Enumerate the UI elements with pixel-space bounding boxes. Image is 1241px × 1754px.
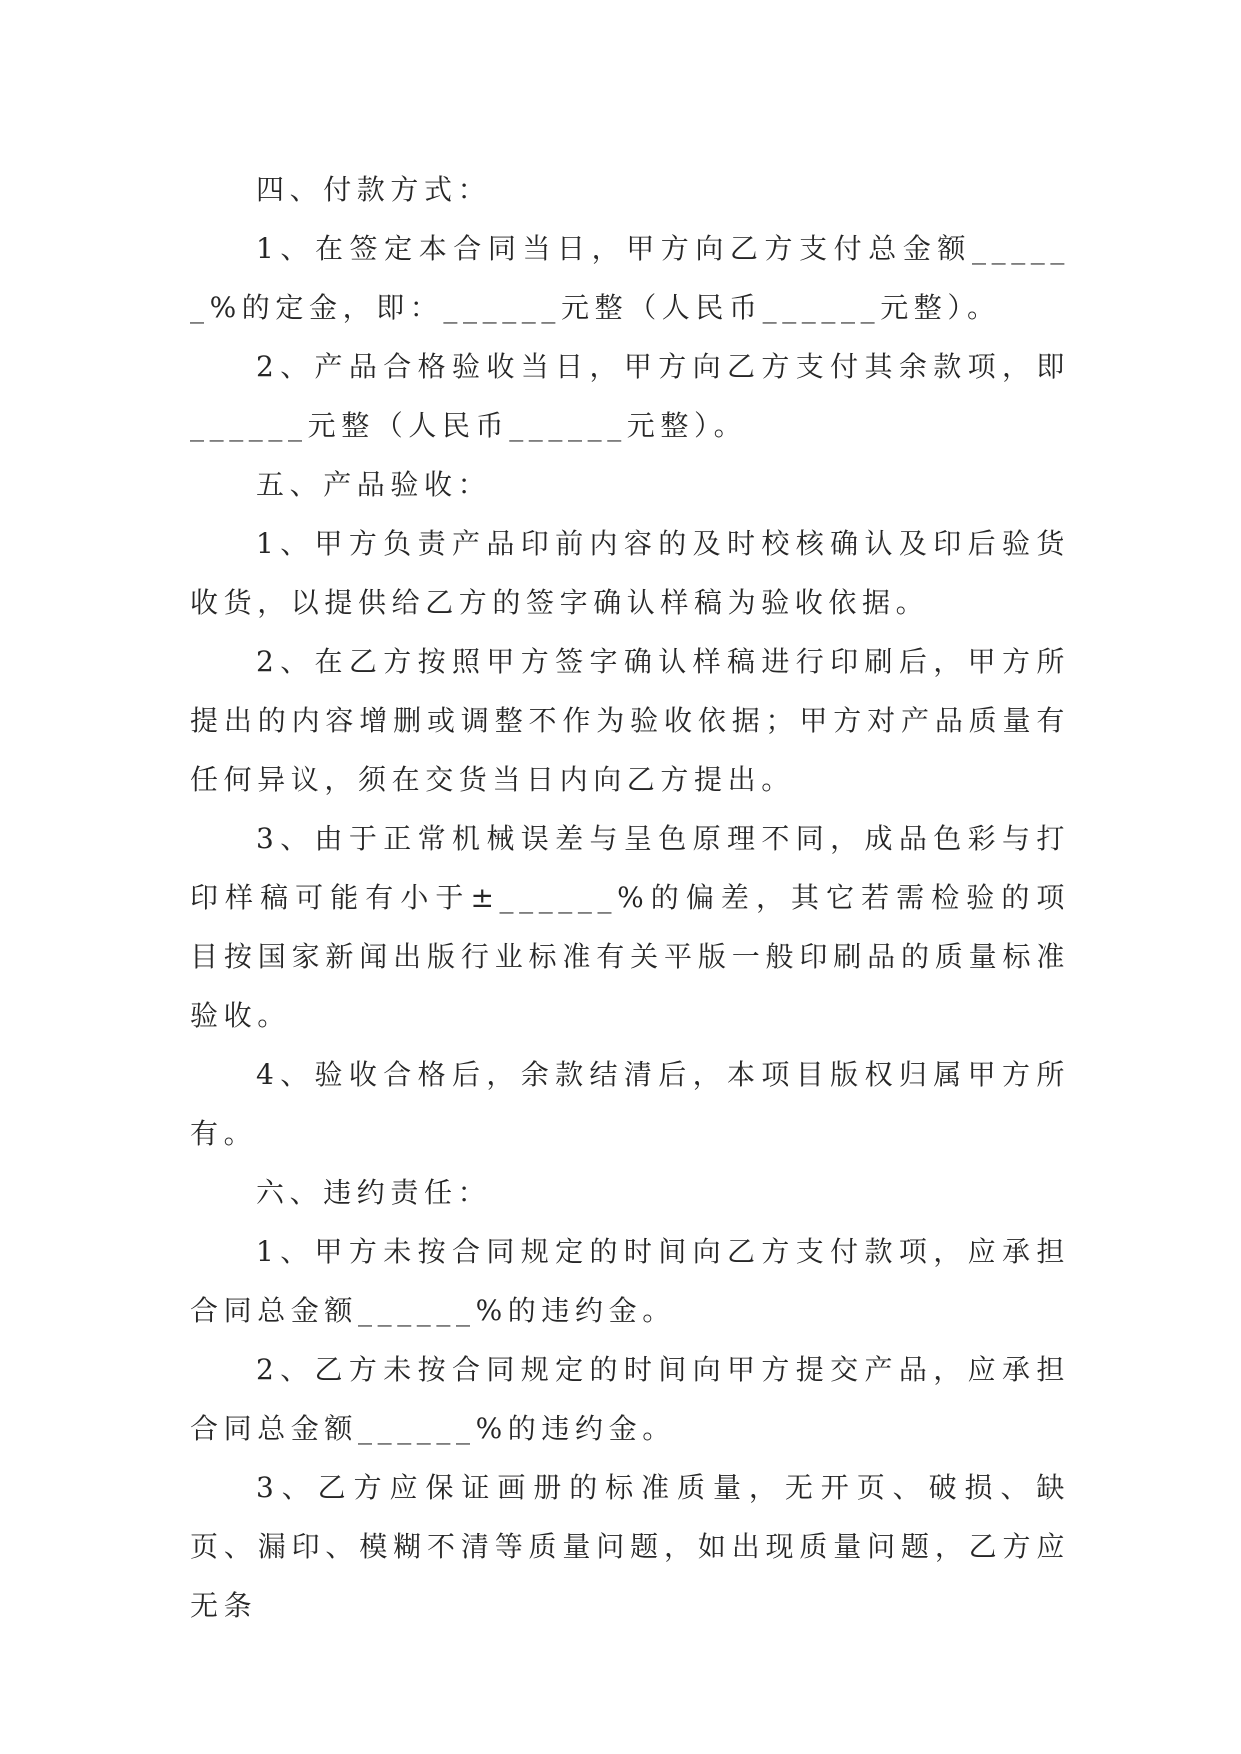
clause-paragraph: 1、甲方未按合同规定的时间向乙方支付款项，应承担合同总金额______%的违约金。 [190, 1235, 1070, 1327]
section-heading: 四、付款方式： [256, 173, 492, 206]
clause-paragraph: 2、产品合格验收当日，甲方向乙方支付其余款项，即______元整（人民币______元整）。 [190, 350, 1070, 442]
clause-paragraph: 2、乙方未按合同规定的时间向甲方提交产品，应承担合同总金额______%的违约金。 [190, 1353, 1070, 1445]
clause-paragraph: 1、在签定本合同当日，甲方向乙方支付总金额______%的定金，即：______元整（人民币______元整）。 [190, 232, 1070, 324]
section-liability [190, 1163, 1070, 1635]
section-payment [190, 160, 1070, 455]
clause-paragraph: 3、乙方应保证画册的标准质量，无开页、破损、缺页、漏印、模糊不清等质量问题，如出现质量问题，乙方应无条 [190, 1471, 1070, 1622]
document-body [190, 160, 1070, 1635]
clause-paragraph: 2、在乙方按照甲方签字确认样稿进行印刷后，甲方所提出的内容增删或调整不作为验收依据；甲方对产品质量有任何异议，须在交货当日内向乙方提出。 [190, 645, 1070, 796]
clause-paragraph: 1、甲方负责产品印前内容的及时校核确认及印后验货收货，以提供给乙方的签字确认样稿为验收依据。 [190, 527, 1070, 619]
clause-paragraph: 3、由于正常机械误差与呈色原理不同，成品色彩与打印样稿可能有小于±______%的偏差，其它若需检验的项目按国家新闻出版行业标准有关平版一般印刷品的质量标准验收。 [190, 822, 1070, 1032]
clause-paragraph: 4、验收合格后，余款结清后，本项目版权归属甲方所有。 [190, 1058, 1070, 1150]
section-heading: 五、产品验收： [256, 468, 492, 501]
section-acceptance [190, 455, 1070, 1163]
section-heading: 六、违约责任： [256, 1176, 492, 1209]
